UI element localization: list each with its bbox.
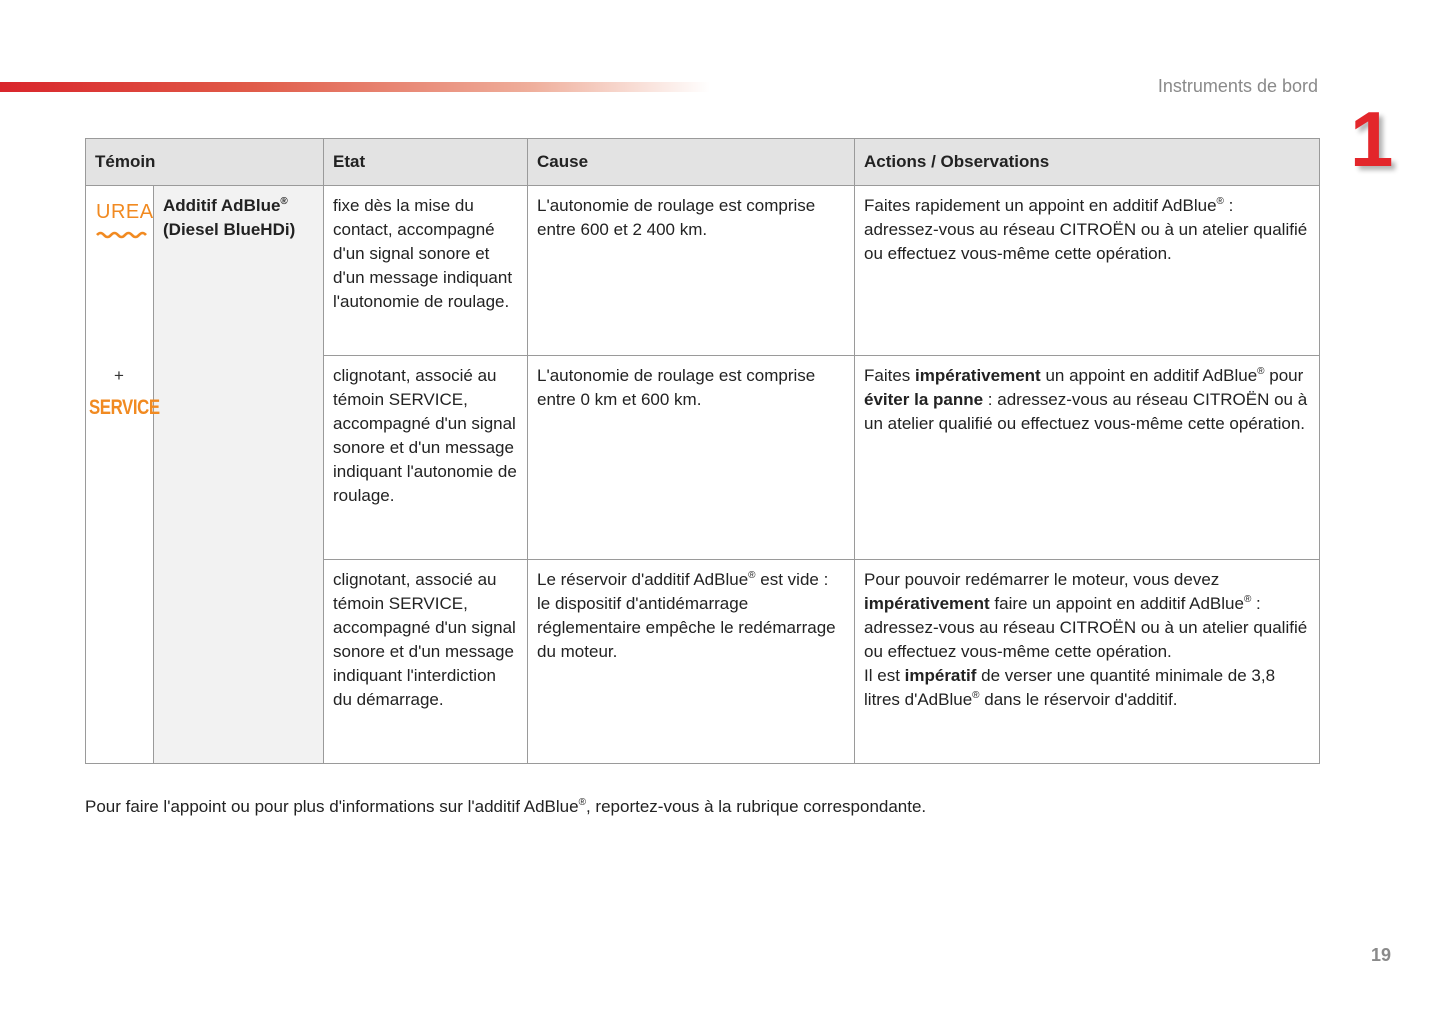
section-title: Instruments de bord xyxy=(1157,76,1318,96)
emphasis-text: impérativement xyxy=(864,594,990,613)
action-text: de verser une quantité minimale de 3,8 litres d'AdBlue xyxy=(864,666,1276,709)
urea-wave-icon xyxy=(96,230,148,240)
action-text: dans le réservoir d'additif. xyxy=(979,690,1178,709)
action-text: pour xyxy=(1264,366,1304,385)
header-cause: Cause xyxy=(528,139,855,186)
footnote-text: Pour faire l'appoint ou pour plus d'informations sur l'additif AdBlue xyxy=(85,797,579,816)
table-row xyxy=(86,186,1320,356)
indicator-icons-cell xyxy=(86,186,160,764)
footnote xyxy=(85,797,926,817)
indicator-name: Additif AdBlue xyxy=(163,196,281,215)
plus-sign: + xyxy=(114,366,124,385)
registered-mark: ® xyxy=(1243,594,1252,605)
registered-mark: ® xyxy=(1216,196,1224,207)
actions-cell xyxy=(855,186,1320,356)
action-text: : adressez-vous au réseau CITROËN ou à un atelier qualifié ou effectuez vous-même cette opération. xyxy=(864,594,1308,661)
indicator-table xyxy=(85,138,1320,764)
action-text: un appoint en additif AdBlue xyxy=(1040,366,1258,385)
cause-text: Le réservoir d'additif AdBlue xyxy=(537,570,749,589)
footnote-text: , reportez-vous à la rubrique correspondante. xyxy=(585,797,927,816)
emphasis-text: impératif xyxy=(904,666,977,685)
urea-icon-label: UREA xyxy=(96,201,154,223)
action-text: Il est xyxy=(864,666,905,685)
header-temoin: Témoin xyxy=(86,139,324,186)
cause-cell xyxy=(528,560,855,764)
urea-warning-icon xyxy=(96,201,154,237)
indicator-name-cell xyxy=(154,186,324,764)
registered-mark: ® xyxy=(748,570,756,581)
registered-mark: ® xyxy=(1257,366,1265,377)
etat-cell: fixe dès la mise du contact, accompagné d'un signal sonore et d'un message indiquant l'autonomie de roulage. xyxy=(324,186,528,356)
emphasis-text: éviter la panne xyxy=(864,390,984,409)
cause-cell: L'autonomie de roulage est comprise entre 0 km et 600 km. xyxy=(528,356,855,560)
action-text: : adressez-vous au réseau CITROËN ou à un atelier qualifié ou effectuez vous-même cette opération. xyxy=(864,390,1308,433)
etat-cell: clignotant, associé au témoin SERVICE, accompagné d'un signal sonore et d'un message indiquant l'autonomie de roulage. xyxy=(324,356,528,560)
action-text: Pour pouvoir redémarrer le moteur, vous devez xyxy=(864,570,1220,589)
action-text: : adressez-vous au réseau CITROËN ou à un atelier qualifié ou effectuez vous-même cette opération. xyxy=(864,196,1308,263)
action-text: Faites rapidement un appoint en additif AdBlue xyxy=(864,196,1217,215)
header-actions: Actions / Observations xyxy=(855,139,1320,186)
action-text: faire un appoint en additif AdBlue xyxy=(989,594,1244,613)
etat-cell: clignotant, associé au témoin SERVICE, accompagné d'un signal sonore et d'un message indiquant l'interdiction du démarrage. xyxy=(324,560,528,764)
registered-mark: ® xyxy=(280,196,288,207)
page-number: 19 xyxy=(1370,945,1391,965)
cause-cell: L'autonomie de roulage est comprise entre 600 et 2 400 km. xyxy=(528,186,855,356)
actions-cell xyxy=(855,356,1320,560)
actions-cell xyxy=(855,560,1320,764)
indicator-subtitle: (Diesel BlueHDi) xyxy=(163,220,296,239)
table-header-row xyxy=(86,139,1320,186)
action-text: Faites xyxy=(864,366,916,385)
chapter-number: 1 xyxy=(1350,95,1394,183)
cause-text: est vide : le dispositif d'antidémarrage réglementaire empêche le redémarrage du moteur. xyxy=(537,570,836,661)
service-warning-icon: SERVICE xyxy=(89,396,160,419)
emphasis-text: impérativement xyxy=(915,366,1041,385)
header-etat: Etat xyxy=(324,139,528,186)
header-accent-bar xyxy=(0,82,710,92)
registered-mark: ® xyxy=(578,797,586,808)
registered-mark: ® xyxy=(972,690,980,701)
